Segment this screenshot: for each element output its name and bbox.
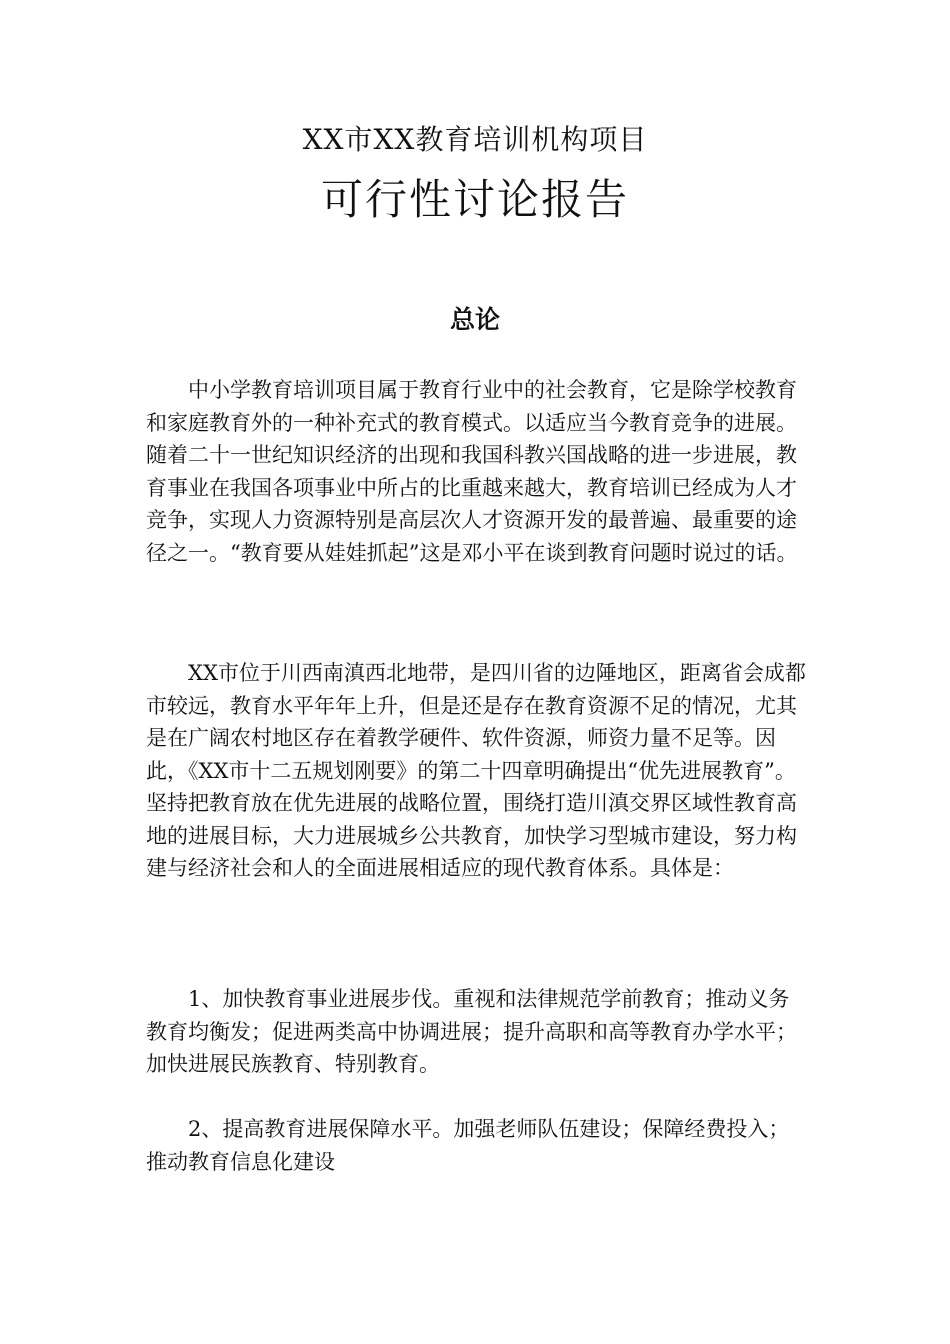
paragraph-city-context: XX市位于川西南滇西北地带，是四川省的边陲地区，距离省会成都市较远，教育水平年年上升，但是还是存在教育资源不足的情况，尤其是在广阔农村地区存在着教学硬件、软件资源，师资力量不足等。因此，《XX市十二五规划刚要》的第二十四章明确提出“优先进展教育”。 坚持把教育放在优先进展的战略位置，围绕打造川滇交界区域性教育高地的进展目标，大力进展城乡公共教育，加快学习型城市建设，努力构建与经济社会和人的全面进展相适应的现代教育体系。具体是： [146,661,806,880]
paragraph-item-2: 2、提高教育进展保障水平。加强老师队伍建设；保障经费投入；推动教育信息化建设 [146,1117,790,1174]
document-title: XX市XX教育培训机构项目 [302,123,648,156]
paragraph-item-1: 1、加快教育事业进展步伐。重视和法律规范学前教育；推动义务教育均衡发；促进两类高中协调进展；提升高职和高等教育办学水平；加快进展民族教育、特别教育。 [146,987,797,1076]
section-heading: 总论 [449,305,500,334]
paragraph-intro: 中小学教育培训项目属于教育行业中的社会教育，它是除学校教育和家庭教育外的一种补充式的教育模式。以适应当今教育竞争的进展。随着二十一世纪知识经济的出现和我国科教兴国战略的进一步进展，教育事业在我国各项事业中所占的比重越来越大，教育培训已经成为人才竞争，实现人力资源特别是高层次人才资源开发的最普遍、最重要的途径之一。“教育要从娃娃抓起”这是邓小平在谈到教育问题时说过的话。 [146,378,798,565]
document-subtitle: 可行性讨论报告 [320,175,629,224]
